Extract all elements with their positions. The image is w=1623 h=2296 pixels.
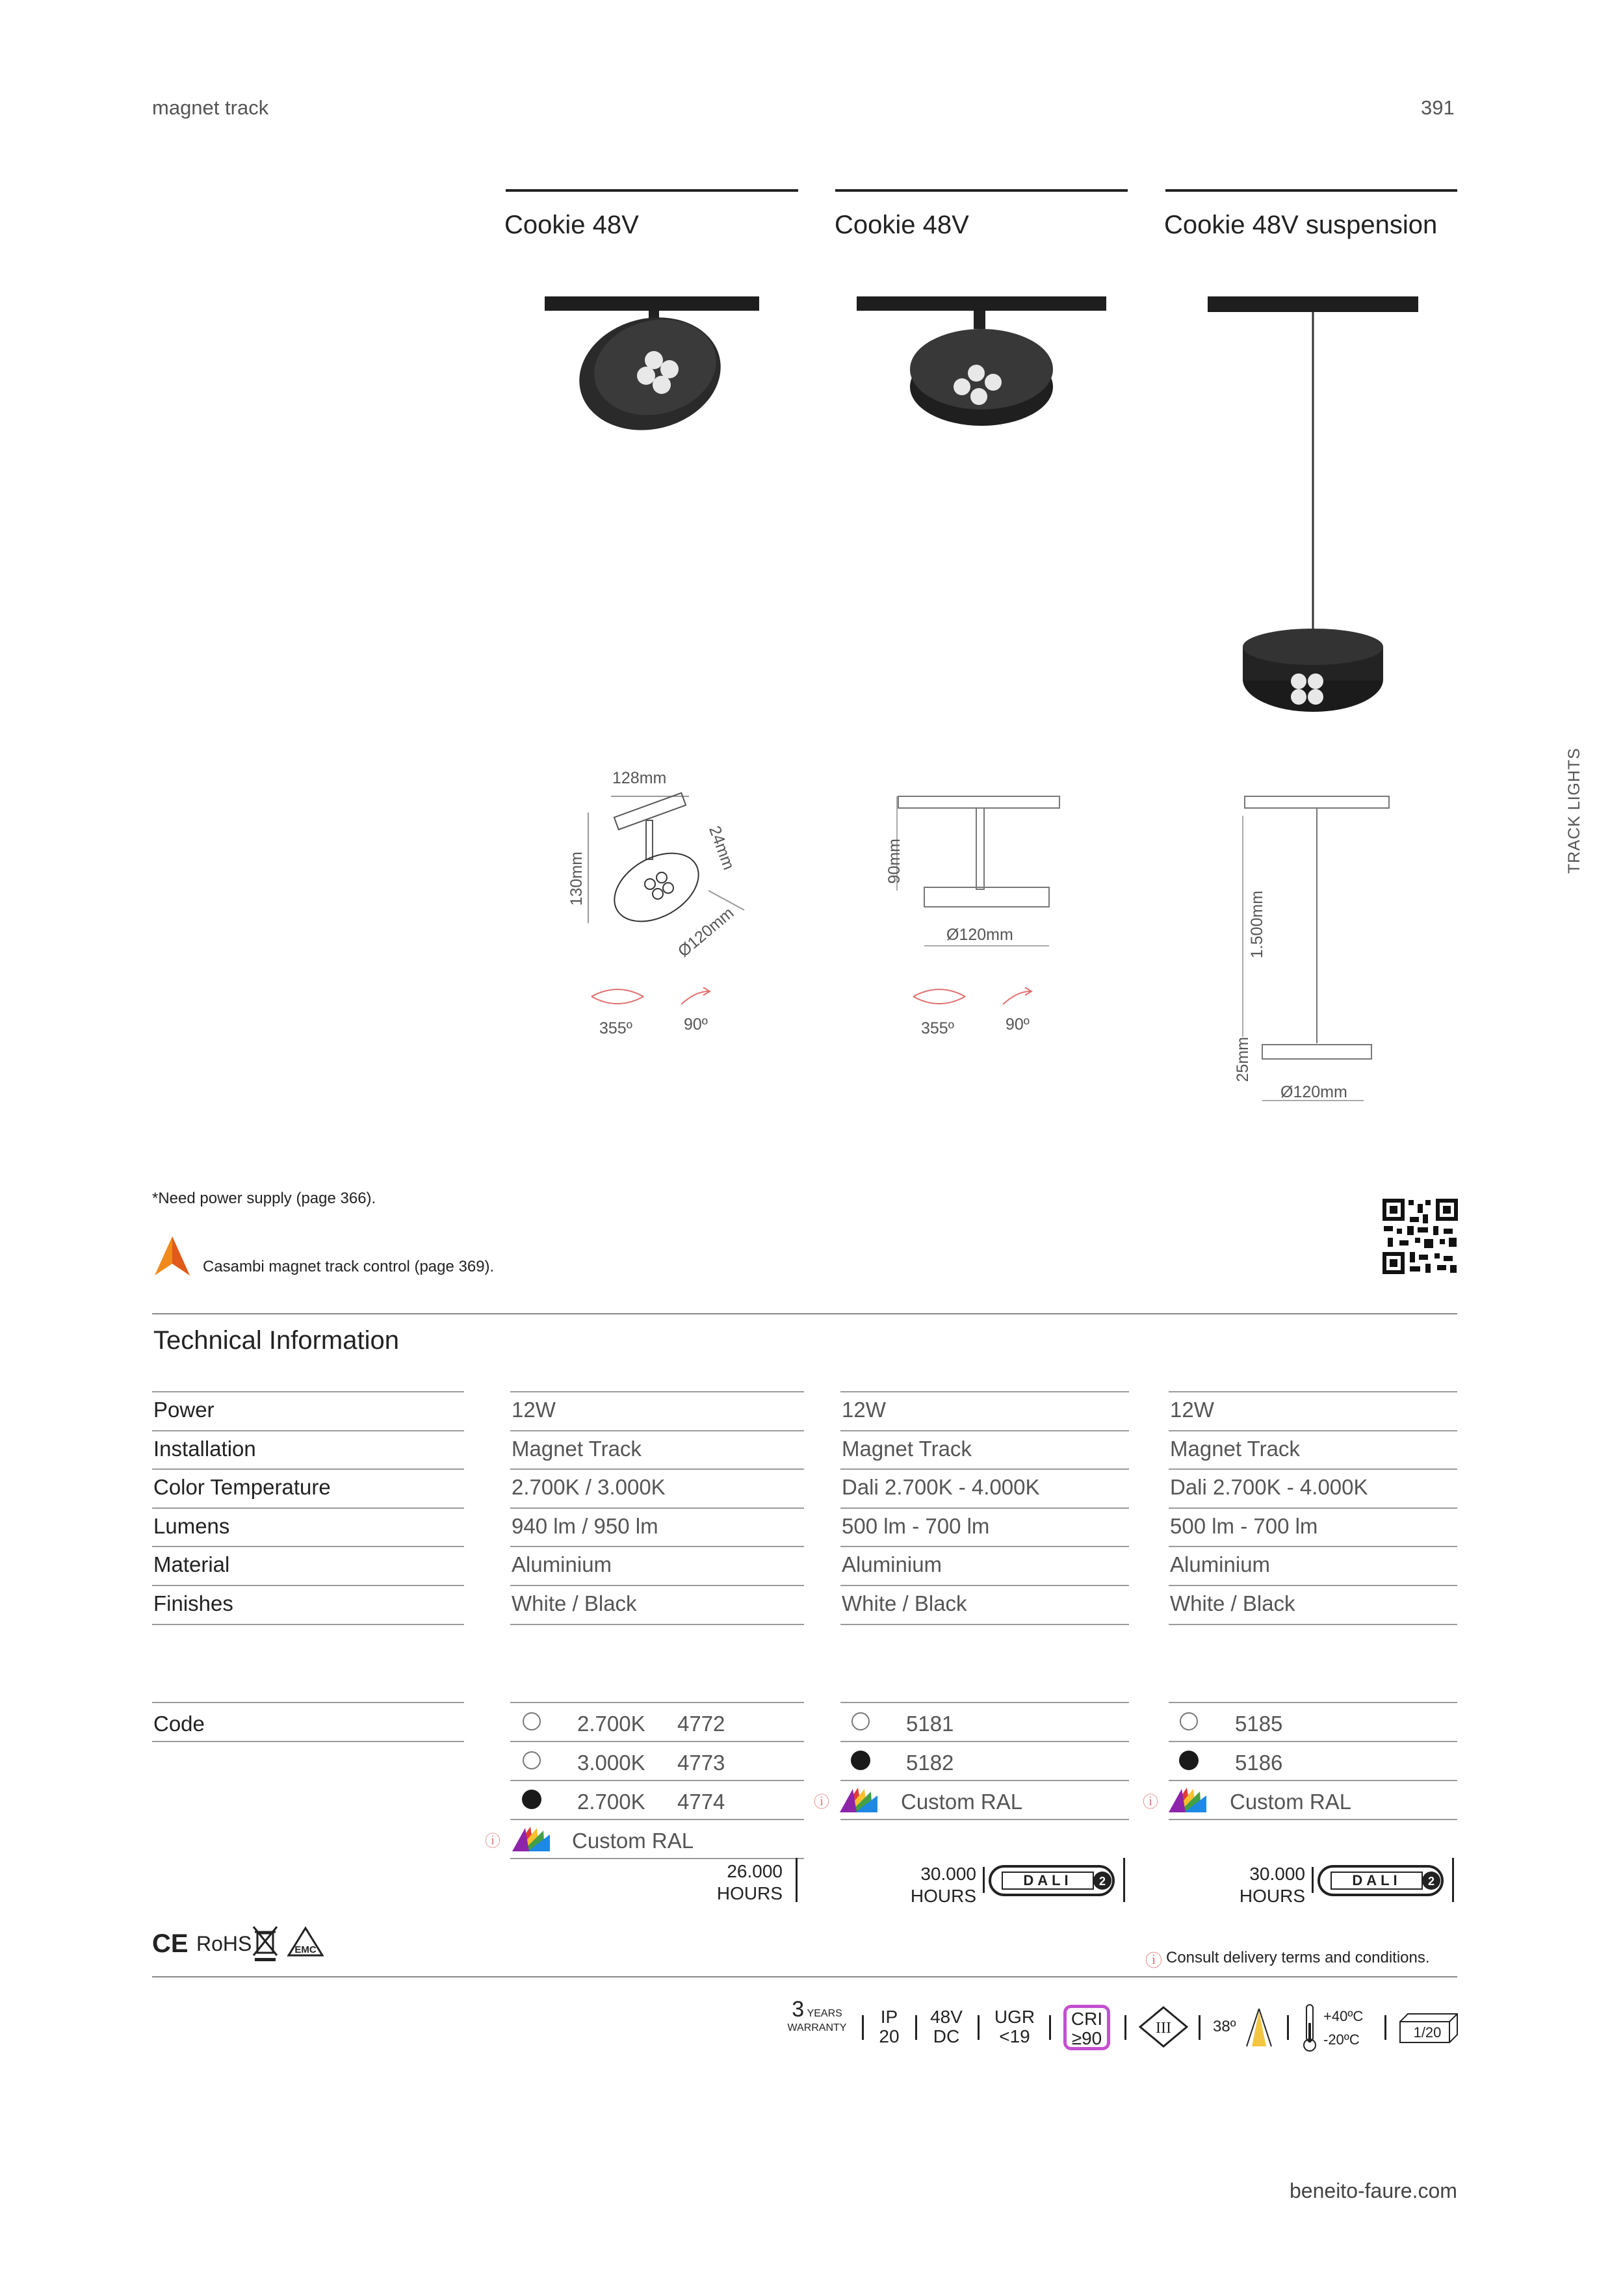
dim-height-1: 130mm: [567, 852, 586, 906]
tech-row-value: Aluminium: [842, 1552, 942, 1576]
temperature-range: [1323, 2005, 1363, 2052]
temp-max: +40ºC: [1323, 2008, 1364, 2024]
hours-value: 30.000: [1249, 1864, 1305, 1884]
cri-badge: [1063, 2005, 1110, 2050]
code1-rule-2: [510, 1780, 804, 1781]
warranty-label: WARRANTY: [787, 2022, 847, 2033]
temp-min: -20ºC: [1323, 2031, 1360, 2048]
tech-row-value: Magnet Track: [842, 1437, 972, 1461]
code-number[interactable]: 5182: [906, 1751, 954, 1775]
svg-text:2: 2: [1098, 1875, 1106, 1888]
tech-info-title: Technical Information: [153, 1326, 399, 1355]
dali-badge-text: DALI: [1023, 1872, 1072, 1888]
tech-rule-3-4: [1169, 1546, 1457, 1547]
code-temp: 2.700K: [577, 1790, 645, 1814]
ral-color-fan-icon: [838, 1786, 881, 1814]
code-label-rule-bottom: [152, 1741, 464, 1742]
rotation-horizontal-1: 355º: [599, 1019, 632, 1037]
spec-separator: [978, 2015, 980, 2040]
tech-row-value: Dali 2.700K - 4.000K: [1170, 1475, 1368, 1499]
tech-row-value: Magnet Track: [1170, 1437, 1300, 1461]
weee-bin-icon: [251, 1924, 279, 1962]
dim-width-1: 128mm: [612, 769, 667, 787]
custom-ral-label: Custom RAL: [572, 1829, 694, 1853]
hours-separator: [796, 1858, 798, 1902]
class-text: III: [1156, 2020, 1171, 2037]
finish-white-icon: [851, 1712, 870, 1730]
pack-quantity: 1/20: [1413, 2024, 1442, 2041]
tech-rule-0-0: [152, 1391, 464, 1392]
ugr-value: <19: [999, 2026, 1030, 2046]
tech-rule-1-4: [510, 1546, 804, 1547]
rotation-arrows-1: [585, 985, 734, 1011]
code-number[interactable]: 5181: [906, 1712, 954, 1736]
info-icon: ⓘ: [814, 1794, 829, 1811]
tech-row-value: Dali 2.700K - 4.000K: [842, 1475, 1040, 1499]
tech-rule-2-1: [840, 1430, 1129, 1431]
tech-row-value: 500 lm - 700 lm: [842, 1514, 990, 1538]
current-type: DC: [933, 2026, 960, 2046]
custom-ral-label: Custom RAL: [1230, 1790, 1352, 1814]
cri-label: CRI: [1071, 2009, 1103, 2029]
code2-rule-1: [840, 1741, 1129, 1742]
dim-diameter-2: Ø120mm: [946, 926, 1013, 944]
warranty-badge: [783, 1997, 851, 2034]
page-number: 391: [1421, 96, 1455, 119]
custom-ral-label: Custom RAL: [901, 1790, 1023, 1814]
tech-rule-1-3: [510, 1507, 804, 1509]
voltage-value: 48V: [930, 2007, 963, 2027]
column-rule-2: [835, 189, 1128, 192]
tech-row-label: Lumens: [153, 1514, 230, 1538]
casambi-icon: [153, 1235, 191, 1277]
column-rule-3: [1165, 189, 1457, 192]
tech-rule-0-1: [152, 1430, 464, 1431]
consult-note: Consult delivery terms and conditions.: [1166, 1949, 1430, 1966]
tech-rule-0-4: [152, 1546, 464, 1547]
tech-rule-3-6: [1169, 1624, 1457, 1625]
code2-rule-0: [840, 1702, 1129, 1703]
finish-black-icon: [522, 1790, 541, 1809]
tech-row-value: Magnet Track: [512, 1437, 642, 1461]
tech-rule-2-4: [840, 1546, 1129, 1547]
tech-rule-2-5: [840, 1585, 1129, 1586]
product-image-2: [851, 293, 1111, 436]
hours-unit: HOURS: [716, 1883, 783, 1903]
code-temp: 3.000K: [577, 1751, 645, 1775]
ugr-label: UGR: [994, 2007, 1035, 2027]
ral-color-fan-icon: [511, 1825, 554, 1853]
code1-rule-3: [510, 1819, 804, 1820]
emc-text: EMC: [294, 1944, 317, 1955]
code3-rule-2: [1169, 1780, 1457, 1781]
tech-row-label: Installation: [153, 1437, 256, 1461]
beam-angle-value: 38º: [1213, 2018, 1236, 2035]
dim-cable-3: 1.500mm: [1248, 891, 1266, 959]
tech-row-value: White / Black: [842, 1591, 967, 1615]
consult-info-icon: ⓘ: [1145, 1951, 1163, 1970]
tech-rule-0-3: [152, 1507, 464, 1509]
spec-separator: [1384, 2015, 1386, 2040]
code-number[interactable]: 5185: [1235, 1712, 1283, 1736]
code2-rule-3: [840, 1819, 1129, 1820]
tech-rule-3-0: [1169, 1391, 1457, 1392]
ugr-spec: [988, 2007, 1041, 2046]
tech-row-value: 12W: [512, 1398, 556, 1422]
tech-row-label: Finishes: [153, 1591, 233, 1615]
rotation-arrows-2: [907, 985, 1056, 1011]
tech-rule-1-5: [510, 1585, 804, 1586]
tech-rule-0-5: [152, 1585, 464, 1586]
hours-value: 30.000: [920, 1864, 976, 1884]
dim-diameter-1: Ø120mm: [674, 904, 738, 961]
code-number[interactable]: 4773: [677, 1751, 725, 1775]
dali-logo-icon: [1317, 1863, 1447, 1898]
product-image-1: [539, 293, 767, 436]
spec-separator: [1124, 2015, 1126, 2040]
bottom-divider: [152, 1976, 1457, 1977]
tech-rule-3-1: [1169, 1430, 1457, 1431]
dim-height-3: 25mm: [1234, 1037, 1252, 1082]
lifetime-hours-1: [702, 1860, 783, 1905]
rotation-vertical-1: 90º: [684, 1015, 708, 1034]
voltage-spec: [926, 2007, 967, 2046]
tech-rule-0-6: [152, 1624, 464, 1625]
hours-separator: [1452, 1858, 1454, 1902]
code2-rule-2: [840, 1780, 1129, 1781]
finish-white-icon: [523, 1751, 541, 1769]
dali-badge-text: DALI: [1352, 1872, 1401, 1888]
tech-rule-1-1: [510, 1430, 804, 1431]
code-temp: 2.700K: [577, 1712, 645, 1736]
lifetime-hours-2: [896, 1863, 976, 1907]
code3-rule-0: [1169, 1702, 1457, 1703]
tech-rule-3-5: [1169, 1585, 1457, 1586]
finish-black-icon: [1179, 1751, 1199, 1770]
rohs-icon: RoHS: [196, 1932, 252, 1955]
warranty-years-number: 3: [792, 1997, 805, 2022]
tech-rule-3-3: [1169, 1507, 1457, 1509]
code1-rule-1: [510, 1741, 804, 1742]
spec-separator: [1049, 2015, 1051, 2040]
spec-separator: [862, 2015, 864, 2040]
dim-diameter-3: Ø120mm: [1280, 1083, 1347, 1101]
section-divider: [152, 1313, 1457, 1314]
class-iii-icon: [1139, 2006, 1188, 2048]
tech-rule-2-2: [840, 1468, 1129, 1470]
ip-rating: [874, 2007, 905, 2046]
tech-row-value: White / Black: [512, 1591, 637, 1615]
tech-row-value: 12W: [842, 1398, 886, 1422]
code-number[interactable]: 4772: [677, 1712, 725, 1736]
tech-row-value: 940 lm / 950 lm: [512, 1514, 658, 1538]
cri-value: ≥90: [1071, 2028, 1102, 2048]
column-rule-1: [506, 189, 798, 192]
beam-angle-icon: [1243, 2006, 1275, 2049]
side-category-label: TRACK LIGHTS: [1565, 748, 1583, 874]
tech-row-value: 12W: [1170, 1398, 1214, 1422]
rotation-horizontal-2: 355º: [921, 1019, 954, 1037]
hours-separator: [1123, 1858, 1125, 1902]
tech-rule-2-6: [840, 1624, 1129, 1625]
lifetime-hours-3: [1225, 1863, 1305, 1907]
code-number[interactable]: 4774: [677, 1790, 725, 1814]
code3-rule-3: [1169, 1819, 1457, 1820]
hours-unit: HOURS: [910, 1886, 976, 1906]
tech-rule-3-2: [1169, 1468, 1457, 1470]
dim-depth-1: 24mm: [705, 823, 738, 872]
info-icon: ⓘ: [1143, 1794, 1158, 1811]
tech-row-value: 500 lm - 700 lm: [1170, 1514, 1318, 1538]
tech-row-label: Power: [153, 1398, 214, 1422]
section-title: magnet track: [152, 96, 269, 119]
thermometer-icon: [1301, 2003, 1318, 2053]
tech-row-value: Aluminium: [1170, 1552, 1271, 1576]
tech-row-label: Material: [153, 1552, 230, 1576]
ral-color-fan-icon: [1167, 1786, 1210, 1814]
power-supply-note: *Need power supply (page 366).: [152, 1190, 376, 1207]
hours-separator: [983, 1867, 985, 1893]
hours-unit: HOURS: [1239, 1886, 1305, 1906]
tech-rule-1-6: [510, 1624, 804, 1625]
tech-rule-0-2: [152, 1468, 464, 1470]
dali-logo-icon: [988, 1863, 1118, 1898]
warranty-years-text: YEARS: [807, 2008, 842, 2019]
ce-mark-icon: CE: [152, 1929, 188, 1958]
dim-height-2: 90mm: [885, 839, 903, 884]
rotation-vertical-2: 90º: [1006, 1015, 1030, 1034]
finish-white-icon: [523, 1712, 541, 1730]
code-number[interactable]: 5186: [1235, 1751, 1283, 1775]
emc-icon: [286, 1925, 325, 1958]
svg-text:2: 2: [1427, 1875, 1435, 1888]
code-label-rule-top: [152, 1702, 464, 1703]
code-label: Code: [153, 1712, 205, 1736]
code1-rule-0: [510, 1702, 804, 1703]
casambi-note: Casambi magnet track control (page 369).: [203, 1258, 495, 1275]
tech-rule-1-0: [510, 1391, 804, 1392]
tech-row-value: 2.700K / 3.000K: [512, 1475, 666, 1499]
tech-row-value: Aluminium: [512, 1552, 612, 1576]
ip-label: IP: [880, 2007, 898, 2027]
website-link[interactable]: beneito-faure.com: [1290, 2179, 1457, 2202]
hours-value: 26.000: [727, 1861, 783, 1881]
code1-rule-4: [510, 1858, 804, 1859]
spec-separator: [1199, 2015, 1201, 2040]
tech-row-value: White / Black: [1170, 1591, 1295, 1615]
tech-rule-2-3: [840, 1507, 1129, 1509]
product-title-2: Cookie 48V: [835, 211, 969, 239]
qr-code-icon[interactable]: [1381, 1197, 1459, 1275]
spec-separator: [1287, 2015, 1289, 2040]
hours-separator: [1312, 1867, 1314, 1893]
info-icon: ⓘ: [485, 1833, 500, 1850]
spec-separator: [915, 2015, 917, 2040]
tech-row-label: Color Temperature: [153, 1475, 331, 1499]
finish-black-icon: [851, 1751, 870, 1770]
tech-rule-1-2: [510, 1468, 804, 1470]
ip-value: 20: [879, 2026, 900, 2046]
code3-rule-1: [1169, 1741, 1457, 1742]
product-title-3: Cookie 48V suspension: [1164, 211, 1438, 239]
product-title-1: Cookie 48V: [504, 211, 639, 239]
tech-rule-2-0: [840, 1391, 1129, 1392]
product-image-3: [1202, 293, 1423, 722]
finish-white-icon: [1180, 1712, 1198, 1730]
